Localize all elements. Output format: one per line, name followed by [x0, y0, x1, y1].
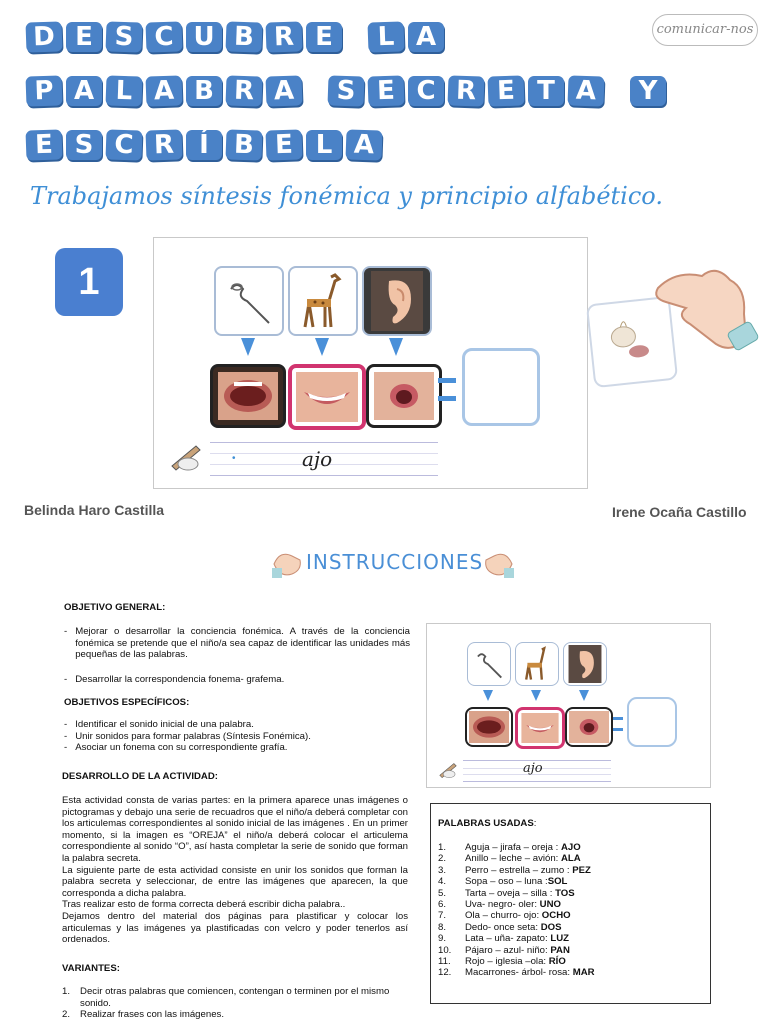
- arrow-down-icon: [579, 690, 589, 701]
- word-list-item: 6. Uva- negro- oler: UNO: [438, 899, 561, 911]
- objective-general-title: OBJETIVO GENERAL:: [64, 602, 166, 613]
- smile-mouth-icon: [515, 707, 565, 749]
- instructions-header: [270, 546, 516, 580]
- development-text: Esta actividad consta de varias partes: en la primera aparece unas imágenes o pictogramas y debajo una serie de recuadros que el niño/a deberá completar con los articulemas correspondientes al sonido inicial de las imágenes . En un primer momento, si la imagen es “OREJA” el niño/a deberá colocar el articulema correspondiente al sonido “O”, así hasta completar la serie de sonido que forman la palabra secreta. La siguiente parte de esta actividad consiste en unir los sonidos que forman la palabra secreta y seleccionar, de entre las imágenes que aparecen, la que corresponda a dicha palabra. Tras realizar esto de forma correcta deberá escribir dicha palabra.. Dejamos dentro del material dos páginas para plastificar y colocar los articulemas y las imágenes ya plastificadas con velcro y poder tenerlos así ordenados.: [62, 795, 408, 946]
- title-letter-tile: R: [265, 21, 302, 52]
- hand-icon: [646, 258, 762, 366]
- title-letter-tile: [345, 22, 364, 53]
- title-line-2: [26, 76, 666, 106]
- objective-general-item: - Mejorar o desarrollar la conciencia fonémica. A través de la conciencia fonémica se pretende que el niño/a sea capaz de identificar las unidades más pequeñas de las palabras.: [64, 626, 410, 661]
- exercise-preview: [426, 623, 711, 788]
- title-letter-tile: Í: [186, 130, 222, 160]
- author-left: Belinda Haro Castilla: [24, 502, 165, 518]
- title-letter-tile: A: [408, 22, 444, 52]
- word-list-item: 2. Anillo – leche – avión: ALA: [438, 853, 581, 865]
- arrow-down-icon: [241, 338, 255, 356]
- title-letter-tile: D: [25, 21, 62, 52]
- title-letter-tile: R: [447, 75, 484, 106]
- title-letter-tile: S: [327, 75, 364, 106]
- arrow-down-icon: [531, 690, 541, 701]
- title-letter-tile: L: [105, 75, 142, 106]
- title-letter-tile: A: [145, 75, 182, 106]
- giraffe-icon: [288, 266, 358, 336]
- ear-icon: [362, 266, 432, 336]
- hand-right-icon: [482, 546, 516, 580]
- needle-icon: [214, 266, 284, 336]
- title-letter-tile: U: [186, 22, 222, 52]
- title-letter-tile: S: [105, 21, 142, 52]
- word-list-item: 9. Lata – uña- zapato: LUZ: [438, 933, 569, 945]
- title-letter-tile: E: [367, 75, 404, 106]
- title-letter-tile: A: [567, 75, 604, 106]
- ear-icon: [563, 642, 607, 686]
- word-list-item: 5. Tarta – oveja – silla : TOS: [438, 887, 575, 899]
- variants-title: VARIANTES:: [62, 963, 120, 974]
- word-list-item: 8. Dedo- once seta: DOS: [438, 921, 562, 933]
- o-mouth-icon: [565, 707, 613, 747]
- arrow-down-icon: [389, 338, 403, 356]
- pencil-hand-icon: [437, 760, 459, 780]
- title-letter-tile: T: [528, 76, 564, 106]
- title-letter-tile: S: [66, 130, 102, 160]
- exercise-panel: [153, 237, 588, 489]
- smile-mouth-icon: [288, 364, 366, 430]
- title-letter-tile: P: [25, 75, 62, 106]
- equals-sign: [438, 396, 456, 401]
- title-letter-tile: A: [265, 75, 302, 106]
- word-list-item: 1. Aguja – jirafa – oreja : AJO: [438, 842, 581, 853]
- title-letter-tile: E: [265, 129, 302, 160]
- word-list-item: 11. Rojo – iglesia –ola: RÍO: [438, 956, 566, 968]
- writing-lines: [463, 760, 611, 782]
- subtitle: Trabajamos síntesis fonémica y principio alfabético.: [30, 182, 663, 210]
- words-used-box: [430, 803, 711, 1004]
- answer-box: [627, 697, 677, 747]
- title-letter-tile: A: [66, 76, 102, 106]
- title-letter-tile: [306, 76, 324, 106]
- logo: comunicar-nos: [652, 14, 758, 46]
- title-letter-tile: C: [145, 21, 182, 52]
- title-letter-tile: C: [105, 129, 142, 160]
- word-list-item: 12. Macarrones- árbol- rosa: MAR: [438, 967, 595, 979]
- writing-lines: • ajo: [210, 442, 438, 476]
- equals-sign: [613, 717, 623, 720]
- word-list-item: 3. Perro – estrella – zumo : PEZ: [438, 864, 591, 876]
- objective-specific-list: - Identificar el sonido inicial de una palabra. - Unir sonidos para formar palabras (Síntesis Fonémica). - Asociar un fonema con su correspondiente grafía.: [64, 719, 311, 754]
- title-letter-tile: C: [408, 76, 444, 106]
- title-letter-tile: Y: [630, 76, 666, 106]
- title-letter-tile: R: [145, 129, 182, 160]
- exercise-number-badge: 1: [55, 248, 123, 316]
- words-used-list: [438, 842, 704, 979]
- hand-left-icon: [270, 546, 304, 580]
- arrow-down-icon: [315, 338, 329, 356]
- equals-sign: [438, 378, 456, 383]
- equals-sign: [613, 728, 623, 731]
- title-letter-tile: E: [25, 129, 62, 160]
- instructions-title: INSTRUCCIONES: [306, 550, 484, 574]
- title-letter-tile: E: [487, 75, 524, 106]
- title-letter-tile: B: [225, 21, 262, 52]
- pencil-hand-icon: [168, 440, 204, 474]
- open-mouth-icon: [465, 707, 513, 747]
- title-letter-tile: L: [306, 130, 342, 160]
- title-line-3: [26, 130, 382, 160]
- o-mouth-icon: [366, 364, 442, 428]
- answer-box[interactable]: [462, 348, 540, 426]
- giraffe-icon: [515, 642, 559, 686]
- title-line-1: [26, 22, 444, 52]
- title-letter-tile: L: [367, 21, 404, 52]
- author-right: Irene Ocaña Castillo: [612, 504, 747, 520]
- word-list-item: 7. Ola – churro- ojo: OCHO: [438, 910, 571, 922]
- title-letter-tile: R: [225, 75, 262, 106]
- title-letter-tile: B: [225, 129, 262, 160]
- title-letter-tile: A: [345, 129, 382, 160]
- words-used-title: PALABRAS USADAS:: [438, 818, 537, 829]
- title-letter-tile: E: [306, 22, 342, 52]
- title-letter-tile: B: [186, 76, 222, 106]
- answer-word: ajo: [302, 447, 333, 471]
- title-letter-tile: [607, 76, 626, 107]
- variants-list: 1. Decir otras palabras que comiencen, contengan o terminen por el mismo sonido. 2. Realizar frases con las imágenes.: [62, 986, 390, 1021]
- answer-word: ajo: [523, 761, 543, 776]
- objective-specific-title: OBJETIVOS ESPECÍFICOS:: [64, 697, 190, 708]
- development-title: DESARROLLO DE LA ACTIVIDAD:: [62, 771, 218, 782]
- objective-general-item: - Desarrollar la correspondencia fonema- grafema.: [64, 674, 285, 685]
- arrow-down-icon: [483, 690, 493, 701]
- open-mouth-icon: [210, 364, 286, 428]
- needle-icon: [467, 642, 511, 686]
- title-letter-tile: E: [66, 22, 102, 52]
- word-list-item: 4. Sopa – oso – luna : SOL: [438, 876, 568, 888]
- word-list-item: 10. Pájaro – azul- niño: PAN: [438, 944, 570, 956]
